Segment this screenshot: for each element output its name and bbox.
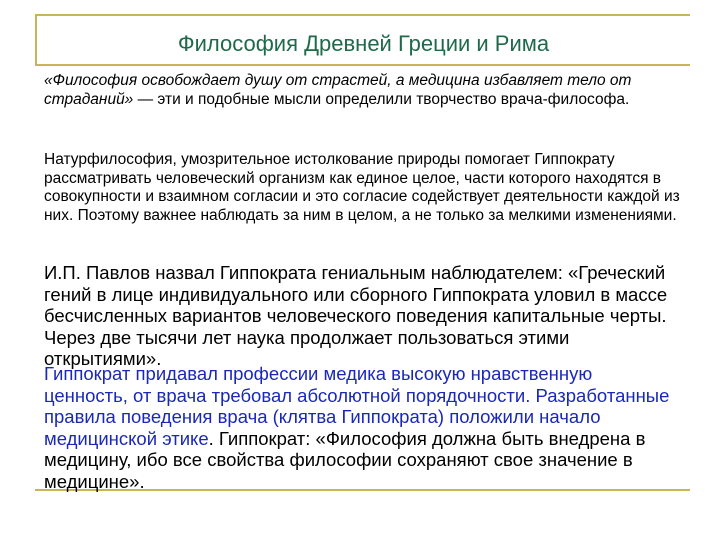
paragraph-ethics [44,363,680,492]
slide-title: Философия Древней Греции и Рима [177,31,550,56]
ethics-rest: . Гиппократ: «Философия должна быть внедрена в медицину, ибо все свойства философии сохраняют свое значение в медицине». [44,427,646,492]
paragraph-naturphilosophy: Натурфилософия, умозрительное истолкование природы помогает Гиппократу рассматривать человеческий организм как единое целое, части которого находятся в совокупности и взаимном согласии и это согласие содействует деятельности каждой из них. Поэтому важнее наблюдать за ним в целом, а не только за мелкими изменениями. [44,151,680,224]
paragraph-pavlov: И.П. Павлов назвал Гиппократа гениальным наблюдателем: «Греческий гений в лице индивидуального или сборного Гиппократа уловил в массе бесчисленных вариантов человеческого поведения капитальные черты. Через две тысячи лет наука продолжает пользоваться этими открытиями». [44,262,668,369]
title-underline [35,64,690,66]
quote-rest: — эти и подобные мысли определили творчество врача-философа. [133,90,630,108]
quote-italic: «Философия освобождает душу от страстей, а медицина избавляет тело от страданий» [44,72,632,108]
ethics-highlight: Гиппократ придавал профессии медика высокую нравственную ценность, от врача требовал абсолютной порядочности. Разработанные правила поведения врача (клятва Гиппократа) положили начало медицинской этике [44,363,670,449]
paragraph-quote [44,72,680,109]
frame-top-line [35,14,690,16]
